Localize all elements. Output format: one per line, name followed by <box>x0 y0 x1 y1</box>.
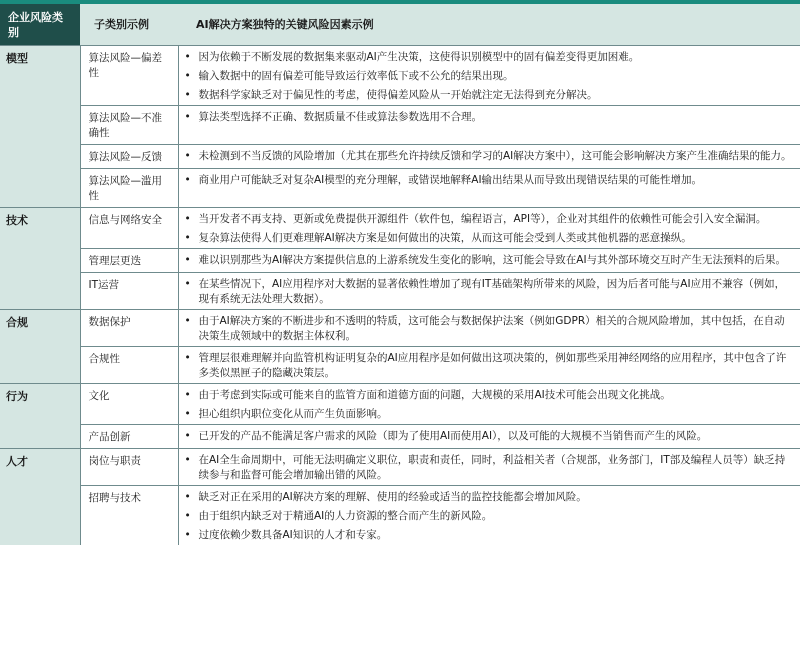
table-row <box>0 273 800 310</box>
risk-factors-cell <box>178 169 800 208</box>
subcategory-cell: IT运营 <box>80 273 178 310</box>
risk-bullet-text: 在某些情况下，AI应用程序对大数据的显著依赖性增加了现有IT基础架构所带来的风险，因为后者可能与AI应用不兼容（例如，现有系统无法处理大数据）。 <box>198 278 786 305</box>
risk-bullet-text: 在AI全生命周期中，可能无法明确定义职位，职责和责任，同时，利益相关者（合规部，业务部门，IT部及编程人员等）缺乏持续参与和监督可能会增加输出错的风险。 <box>198 454 786 481</box>
risk-bullet-text: 未检测到不当反馈的风险增加（尤其在那些允许持续反馈和学习的AI解决方案中），这可能会影响解决方案产生准确结果的能力。 <box>198 150 792 162</box>
category-cell: 合规 <box>0 310 80 384</box>
risk-bullet <box>185 407 795 422</box>
risk-factors-cell <box>178 208 800 249</box>
risk-bullet-text: 数据科学家缺乏对于偏见性的考虑，使得偏差风险从一开始就注定无法得到充分解决。 <box>198 89 598 101</box>
bullet-dot-icon: • <box>184 213 191 225</box>
subcategory-cell: 算法风险—滥用性 <box>80 169 178 208</box>
risk-bullet <box>185 231 795 246</box>
table-row <box>0 169 800 208</box>
risk-bullet <box>185 490 795 505</box>
table-row <box>0 46 800 106</box>
bullet-dot-icon: • <box>184 430 191 442</box>
subcategory-cell: 管理层更迭 <box>80 249 178 273</box>
subcategory-cell: 合规性 <box>80 347 178 384</box>
risk-factors-cell <box>178 273 800 310</box>
table-row <box>0 449 800 486</box>
risk-bullet-text: 由于组织内缺乏对于精通AI的人力资源的整合而产生的新风险。 <box>198 510 493 522</box>
risk-bullet-text: 由于AI解决方案的不断进步和不透明的特质，这可能会与数据保护法案（例如GDPR）相关的合规风险增加，其中包括，在自动决策生成领域中的数据主体权利。 <box>198 315 785 342</box>
risk-factors-cell <box>178 249 800 273</box>
bullet-dot-icon: • <box>184 111 191 123</box>
bullet-dot-icon: • <box>184 352 191 364</box>
table-row <box>0 486 800 546</box>
risk-bullet-text: 当开发者不再支持、更新或免费提供开源组件（软件包，编程语言，API等），企业对其组件的依赖性可能会引入安全漏洞。 <box>198 213 767 225</box>
risk-bullet-text: 算法类型选择不正确、数据质量不佳或算法参数选用不合理。 <box>198 111 482 123</box>
risk-factors-cell <box>178 145 800 169</box>
subcategory-cell: 算法风险—偏差性 <box>80 46 178 106</box>
bullet-dot-icon: • <box>184 232 191 244</box>
bullet-dot-icon: • <box>184 389 191 401</box>
bullet-dot-icon: • <box>184 510 191 522</box>
risk-bullet-text: 商业用户可能缺乏对复杂AI模型的充分理解，或错误地解释AI输出结果从而导致出现错误结果的可能性增加。 <box>198 174 703 186</box>
risk-bullet <box>185 253 795 268</box>
risk-bullet-text: 输入数据中的固有偏差可能导致运行效率低下或不公允的结果出现。 <box>198 70 514 82</box>
risk-bullet-text: 复杂算法使得人们更难理解AI解决方案是如何做出的决策，从而这可能会受到人类或其他机器的恶意操纵。 <box>198 232 692 244</box>
table-row <box>0 249 800 273</box>
risk-factors-cell <box>178 310 800 347</box>
bullet-dot-icon: • <box>184 254 191 266</box>
risk-bullet-text: 缺乏对正在采用的AI解决方案的理解、使用的经验或适当的监控技能都会增加风险。 <box>198 491 587 503</box>
header-subcategory: 子类别示例 <box>80 4 178 46</box>
risk-table <box>0 4 800 545</box>
subcategory-cell: 数据保护 <box>80 310 178 347</box>
risk-bullet <box>185 50 795 65</box>
bullet-dot-icon: • <box>184 70 191 82</box>
risk-bullet-text: 因为依赖于不断发展的数据集来驱动AI产生决策，这使得识别模型中的固有偏差变得更加困难。 <box>198 51 640 63</box>
category-cell: 行为 <box>0 384 80 449</box>
bullet-dot-icon: • <box>184 315 191 327</box>
table-row <box>0 425 800 449</box>
risk-bullet <box>185 88 795 103</box>
risk-bullet <box>185 528 795 543</box>
bullet-dot-icon: • <box>184 454 191 466</box>
subcategory-cell: 岗位与职责 <box>80 449 178 486</box>
risk-bullet <box>185 351 795 381</box>
risk-bullet <box>185 212 795 227</box>
subcategory-cell: 产品创新 <box>80 425 178 449</box>
table-row <box>0 145 800 169</box>
risk-factors-cell <box>178 106 800 145</box>
table-row <box>0 208 800 249</box>
risk-bullet-text: 担心组织内职位变化从而产生负面影响。 <box>198 408 388 420</box>
table-row <box>0 384 800 425</box>
subcategory-cell: 文化 <box>80 384 178 425</box>
bullet-dot-icon: • <box>184 491 191 503</box>
risk-bullet <box>185 314 795 344</box>
risk-table-body <box>0 46 800 546</box>
risk-factors-cell <box>178 347 800 384</box>
risk-bullet <box>185 509 795 524</box>
risk-bullet <box>185 453 795 483</box>
bullet-dot-icon: • <box>184 51 191 63</box>
subcategory-cell: 信息与网络安全 <box>80 208 178 249</box>
header-risk-factors: AI解决方案独特的关键风险因素示例 <box>178 4 800 46</box>
risk-bullet-text: 已开发的产品不能满足客户需求的风险（即为了使用AI而使用AI），以及可能的大规模不当销售而产生的风险。 <box>198 430 708 442</box>
subcategory-cell: 算法风险—反馈 <box>80 145 178 169</box>
bullet-dot-icon: • <box>184 408 191 420</box>
risk-bullet <box>185 110 795 125</box>
bullet-dot-icon: • <box>184 278 191 290</box>
risk-bullet <box>185 149 795 164</box>
risk-bullet-text: 难以识别那些为AI解决方案提供信息的上游系统发生变化的影响，这可能会导致在AI与其外部环境交互时产生无法预料的后果。 <box>198 254 787 266</box>
table-row <box>0 347 800 384</box>
risk-bullet-text: 过度依赖少数具备AI知识的人才和专家。 <box>198 529 388 541</box>
bullet-dot-icon: • <box>184 89 191 101</box>
risk-factors-cell <box>178 449 800 486</box>
risk-bullet <box>185 277 795 307</box>
risk-bullet <box>185 429 795 444</box>
risk-factors-cell <box>178 425 800 449</box>
risk-factors-cell <box>178 384 800 425</box>
risk-bullet <box>185 388 795 403</box>
subcategory-cell: 招聘与技术 <box>80 486 178 546</box>
bullet-dot-icon: • <box>184 174 191 186</box>
risk-bullet <box>185 69 795 84</box>
header-category: 企业风险类别 <box>0 4 80 46</box>
risk-bullet <box>185 173 795 188</box>
bullet-dot-icon: • <box>184 529 191 541</box>
risk-factors-cell <box>178 486 800 546</box>
category-cell: 模型 <box>0 46 80 208</box>
category-cell: 人才 <box>0 449 80 546</box>
bullet-dot-icon: • <box>184 150 191 162</box>
risk-bullet-text: 管理层很难理解并向监管机构证明复杂的AI应用程序是如何做出这项决策的，例如那些采用神经网络的应用程序，其中包含了许多类似黑匣子的隐藏决策层。 <box>198 352 787 379</box>
table-row <box>0 310 800 347</box>
risk-bullet-text: 由于考虑到实际或可能来自的监管方面和道德方面的问题，大规模的采用AI技术可能会出现文化挑战。 <box>198 389 671 401</box>
subcategory-cell: 算法风险—不准确性 <box>80 106 178 145</box>
risk-factors-cell <box>178 46 800 106</box>
category-cell: 技术 <box>0 208 80 310</box>
table-row <box>0 106 800 145</box>
table-header-row <box>0 4 800 46</box>
